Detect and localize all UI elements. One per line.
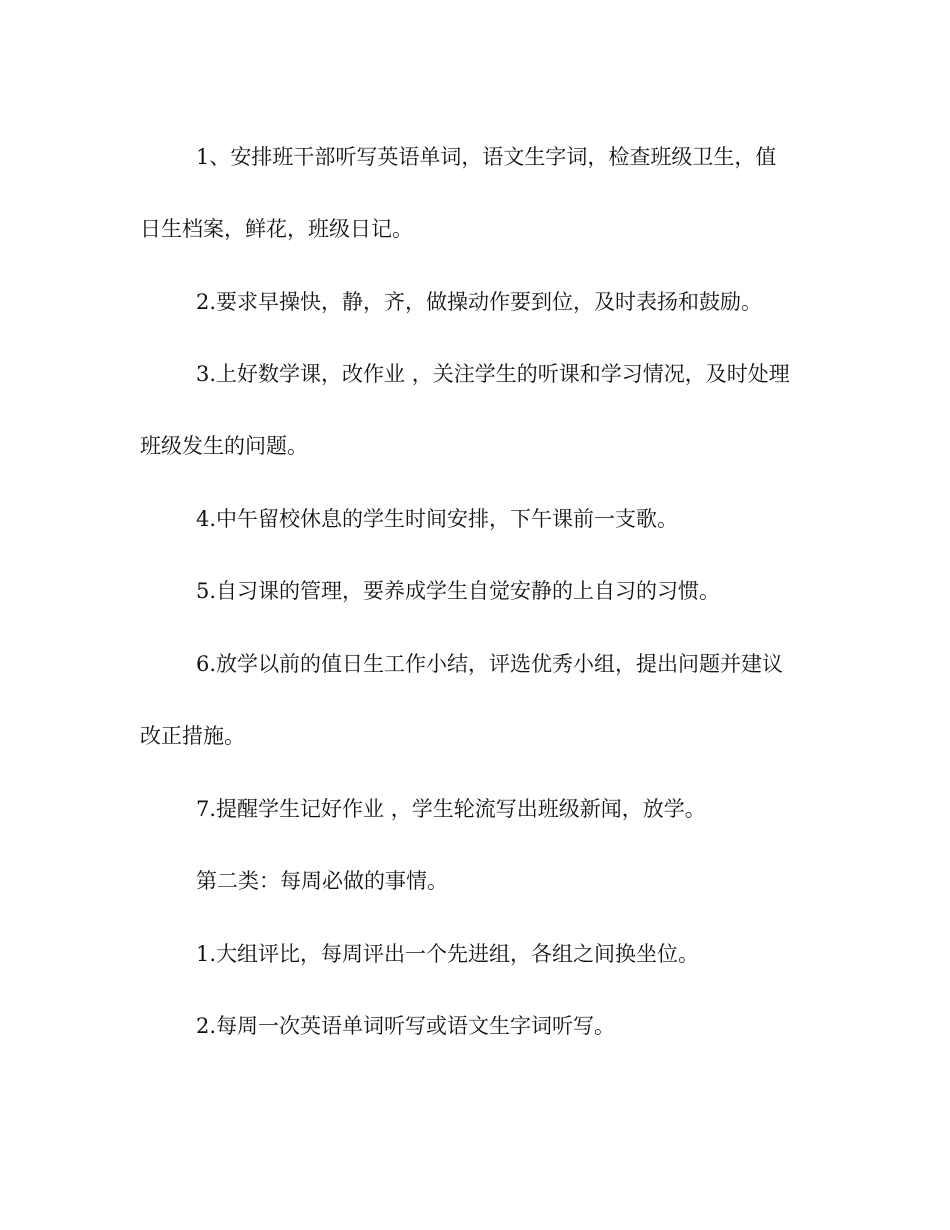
paragraph-line: 3.上好数学课，改作业 ，关注学生的听课和学习情况，及时处理 [196, 362, 790, 386]
paragraph-line: 改正措施。 [140, 724, 245, 748]
paragraph-line: 班级发生的问题。 [140, 434, 308, 458]
paragraph-line: 2.每周一次英语单词听写或语文生字词听写。 [196, 1014, 616, 1038]
paragraph-line: 5.自习课的管理，要养成学生自觉安静的上自习的习惯。 [196, 579, 721, 603]
paragraph-line: 7.提醒学生记好作业 ，学生轮流写出班级新闻，放学。 [196, 797, 706, 821]
paragraph-line: 6.放学以前的值日生工作小结，评选优秀小组，提出问题并建议 [196, 652, 784, 676]
paragraph-line: 2.要求早操快，静，齐，做操动作要到位，及时表扬和鼓励。 [196, 290, 763, 314]
paragraph-line: 1、安排班干部听写英语单词，语文生字词，检查班级卫生，值 [196, 145, 777, 169]
section-heading: 第二类：每周必做的事情。 [196, 869, 448, 893]
paragraph-line: 4.中午留校休息的学生时间安排，下午课前一支歌。 [196, 507, 679, 531]
paragraph-line: 日生档案，鲜花，班级日记。 [140, 217, 413, 241]
paragraph-line: 1.大组评比，每周评出一个先进组，各组之间换坐位。 [196, 942, 700, 966]
